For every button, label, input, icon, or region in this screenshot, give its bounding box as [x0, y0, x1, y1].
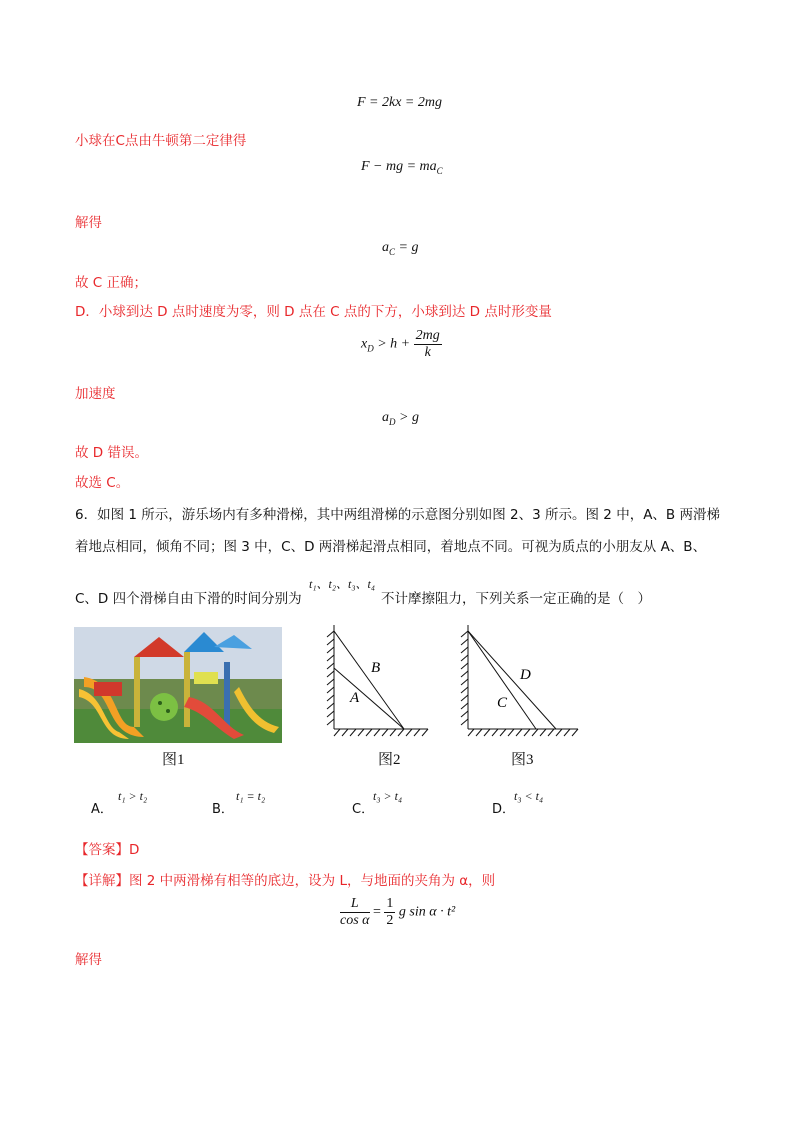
text-solve-2: 解得 — [75, 952, 102, 968]
formula-ad-greater-g: $a_D > g$ — [382, 410, 419, 427]
text-newton-law-at-c: 小球在C点由牛顿第二定律得 — [75, 133, 247, 149]
figure-3-label-d: D — [520, 667, 531, 683]
option-a-math: t₁ > t₂ — [118, 789, 148, 803]
figure-2-label-b: B — [371, 660, 381, 676]
option-b-letter: B． — [212, 802, 234, 817]
text-solve-1: 解得 — [75, 215, 102, 231]
question-6-line-2: 着地点相同，倾角不同；图 3 中，C、D 两滑梯起滑点相同，着地点不同。可视为质点的小朋友从 A、B、 — [75, 539, 707, 555]
figure-2-caption: 图2 — [378, 752, 401, 768]
option-d-letter: D． — [492, 802, 516, 817]
text-acceleration-label: 加速度 — [75, 386, 116, 402]
option-d-math: t₃ < t₄ — [514, 789, 544, 803]
option-c-math: t₃ > t₄ — [373, 789, 403, 803]
formula-spring-force: F = 2kx = 2mg — [357, 95, 442, 110]
formula-ac-equals-g: $a_C = g$ — [382, 240, 419, 257]
text-option-d-analysis: D．小球到达 D 点时速度为零，则 D 点在 C 点的下方，小球到达 D 点时形变量 — [75, 304, 552, 320]
figure-3-caption: 图3 — [511, 752, 534, 768]
question-6-line-3b: 不计摩擦阻力，下列关系一定正确的是（ ） — [381, 591, 651, 607]
figure-2-label-a: A — [350, 690, 360, 706]
question-6-line-1: 6．如图 1 所示，游乐场内有多种滑梯，其中两组滑梯的示意图分别如图 2、3 所示。图 2 中，A、B 两滑梯 — [75, 507, 720, 523]
figure-1-caption: 图1 — [162, 752, 185, 768]
answer-label: 【答案】D — [75, 842, 140, 858]
formula-time-equation: $\frac{L}{\text{cos α}}$ = $\frac{1}{2}$ g sin α · t² — [340, 896, 456, 928]
text-choose-c: 故选 C。 — [75, 475, 130, 491]
detail-text: 【详解】图 2 中两滑梯有相等的底边，设为 L，与地面的夹角为 α，则 — [75, 873, 496, 889]
question-6-line-3a: C、D 四个滑梯自由下滑的时间分别为 — [75, 591, 302, 607]
playground-photo — [74, 627, 282, 743]
text-c-correct: 故 C 正确； — [75, 275, 148, 291]
figure-3-label-c: C — [497, 695, 508, 711]
formula-newton-second-law: F − mg = $ma_C$ — [361, 159, 443, 176]
option-b-math: t₁ = t₂ — [236, 789, 266, 803]
text-d-wrong: 故 D 错误。 — [75, 445, 148, 461]
option-a-letter: A． — [91, 802, 113, 817]
formula-xd-deformation: $x_D > h$ + $\frac{2mg}{k}$ — [361, 328, 440, 360]
option-c-letter: C． — [352, 802, 375, 817]
figure-2-slides-diagram — [324, 623, 434, 743]
question-6-times: t₁、t₂、t₃、t₄ — [309, 577, 376, 591]
